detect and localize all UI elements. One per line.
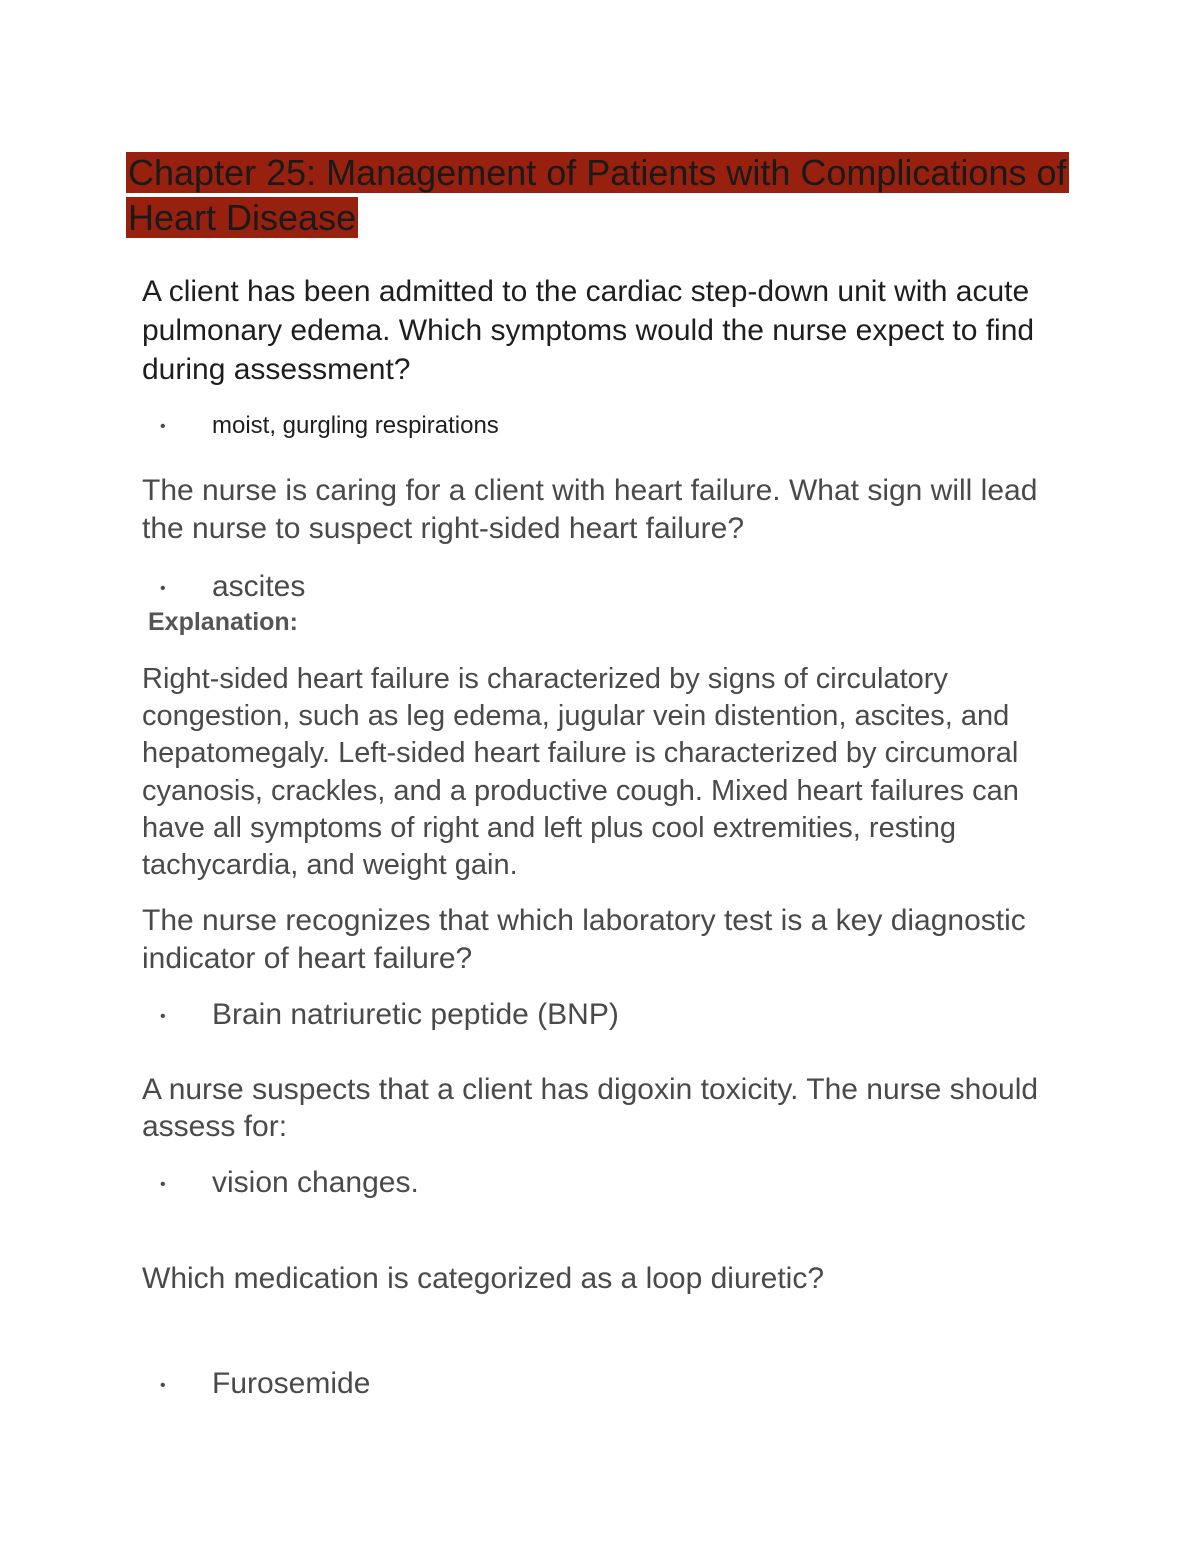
bullet-icon: • [160, 1377, 166, 1394]
explanation-label: Explanation: [148, 608, 299, 636]
question-2: The nurse is caring for a client with heart failure. What sign will lead the nurse to suspect right-sided heart failure? [142, 474, 1038, 545]
answer-4-text: vision changes. [212, 1166, 419, 1199]
chapter-title-line1: Chapter 25: Management of Patients with Complications of [128, 152, 1067, 193]
question-3: The nurse recognizes that which laboratory test is a key diagnostic indicator of heart failure? [142, 904, 1026, 975]
question-4: A nurse suspects that a client has digoxin toxicity. The nurse should assess for: [142, 1073, 1039, 1143]
answer-5-text: Furosemide [212, 1367, 371, 1400]
question-5: Which medication is categorized as a loop diuretic? [142, 1262, 825, 1295]
answer-1-text: moist, gurgling respirations [212, 412, 499, 439]
chapter-title-line2: Heart Disease [128, 197, 357, 238]
explanation-text: Right-sided heart failure is characterized by signs of circulatory congestion, such as leg edema, jugular vein distention, ascites, and hepatomegaly. Left-sided heart failure is characterized by circumoral cyanosis, crackles, and a productive cough. Mixed heart failures can have all symptoms of right and left plus cool extremities, resting tachycardia, and weight gain. [142, 663, 1019, 882]
bullet-icon: • [160, 1008, 166, 1025]
bullet-icon: • [160, 418, 166, 435]
answer-3-text: Brain natriuretic peptide (BNP) [212, 998, 619, 1031]
bullet-icon: • [160, 580, 166, 597]
answer-2-text: ascites [212, 570, 306, 603]
chapter-title [126, 150, 1126, 240]
bullet-icon: • [160, 1176, 166, 1193]
question-1: A client has been admitted to the cardiac step-down unit with acute pulmonary edema. Which symptoms would the nurse expect to find during assessment? [142, 275, 1035, 386]
